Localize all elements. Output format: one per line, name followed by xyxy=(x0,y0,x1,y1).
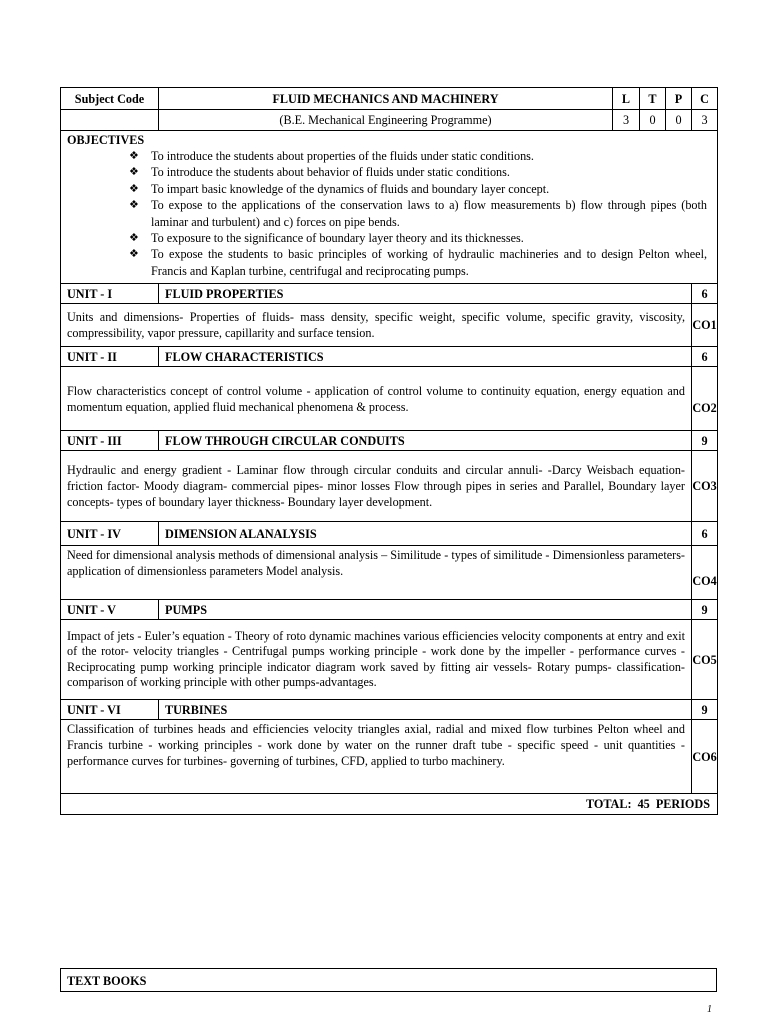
unit-title: FLUID PROPERTIES xyxy=(159,284,692,304)
unit-content: Need for dimensional analysis methods of dimensional analysis – Similitude - types of similitude - Dimensionless parameters- application of dimensionless parameters Model analysis. xyxy=(61,546,692,600)
unit-title: FLOW CHARACTERISTICS xyxy=(159,347,692,367)
ltpc-value-l: 3 xyxy=(613,110,640,131)
unit-label: UNIT - II xyxy=(61,347,159,367)
unit-label: UNIT - III xyxy=(61,431,159,451)
objective-item: ❖ To introduce the students about behavior of fluids under static conditions. xyxy=(129,165,510,180)
unit-content: Units and dimensions- Properties of fluids- mass density, specific weight, specific volume, specific gravity, viscosity, compressibility, vapor pressure, capillarity and surface tension. xyxy=(61,304,692,347)
total-periods: TOTAL: 45 PERIODS xyxy=(61,794,718,815)
syllabus-table xyxy=(60,87,718,815)
unit-title: DIMENSION ALANALYSIS xyxy=(159,522,692,546)
unit-content: Classification of turbines heads and efficiencies velocity triangles axial, radial and mixed flow turbines Pelton wheel and Francis turbine - working principles - work done by water on the runner draft tube - specific speed - unit quantities -performance curves for turbines- governing of turbines, CFD, applied to turbo machinery. xyxy=(61,720,692,794)
programme-name: (B.E. Mechanical Engineering Programme) xyxy=(159,110,613,131)
objective-item: ❖ To introduce the students about properties of the fluids under static conditions. xyxy=(129,149,534,163)
empty-cell xyxy=(61,110,159,131)
ltpc-value-t: 0 xyxy=(640,110,666,131)
objective-item: ❖ To impart basic knowledge of the dynamics of fluids and boundary layer concept. xyxy=(129,181,550,196)
unit-content: Hydraulic and energy gradient - Laminar flow through circular conduits and circular annuli- -Darcy Weisbach equation- friction factor- Moody diagram- commercial pipes- minor losses Flow through pipes in series and Parallel, Boundary layer concepts- types of boundary layer thickness- Boundary layer development. xyxy=(61,451,692,522)
course-outcome: CO6 xyxy=(692,720,718,794)
unit-title: FLOW THROUGH CIRCULAR CONDUITS xyxy=(159,431,692,451)
unit-title: TURBINES xyxy=(159,700,692,720)
unit-hours: 6 xyxy=(692,284,718,304)
unit-hours: 9 xyxy=(692,600,718,620)
diamond-bullet-icon: ❖ xyxy=(129,198,139,212)
unit-label: UNIT - V xyxy=(61,600,159,620)
ltpc-label-t: T xyxy=(640,88,666,110)
unit-title: PUMPS xyxy=(159,600,692,620)
objective-item: ❖ To expose to the applications of the conservation laws to a) flow measurements b) flow through pipes (both laminar and turbulent) and c) forces on pipe bends. xyxy=(129,198,707,229)
ltpc-value-c: 3 xyxy=(692,110,718,131)
course-outcome: CO5 xyxy=(692,620,718,700)
ltpc-value-p: 0 xyxy=(666,110,692,131)
course-title: FLUID MECHANICS AND MACHINERY xyxy=(159,88,613,110)
unit-hours: 6 xyxy=(692,522,718,546)
unit-label: UNIT - VI xyxy=(61,700,159,720)
diamond-bullet-icon: ❖ xyxy=(129,181,139,195)
diamond-bullet-icon: ❖ xyxy=(129,231,139,245)
course-outcome: CO2 xyxy=(692,367,718,431)
objective-item: ❖ To exposure to the significance of boundary layer theory and its thicknesses. xyxy=(129,231,524,246)
objectives-list xyxy=(61,148,717,279)
unit-content: Impact of jets - Euler’s equation - Theory of roto dynamic machines various efficiencies velocity components at entry and exit of the rotor- velocity triangles - Centrifugal pumps working principle - work done by the impeller - performance curves - Reciprocating pump working principle indicator diagram work saved by fitting air vessels- Rotary pumps- classification- comparison of working principle with other pumps-advantages. xyxy=(61,620,692,700)
course-outcome: CO3 xyxy=(692,451,718,522)
text-books-heading: TEXT BOOKS xyxy=(60,968,717,992)
unit-content: Flow characteristics concept of control volume - application of control volume to continuity equation, energy equation and momentum equation, applied fluid mechanical phenomena & process. xyxy=(61,367,692,431)
ltpc-label-c: C xyxy=(692,88,718,110)
diamond-bullet-icon: ❖ xyxy=(129,247,139,261)
page-number: 1 xyxy=(707,1004,712,1015)
objective-item: ❖ To expose the students to basic principles of working of hydraulic machineries and to design Pelton wheel, Francis and Kaplan turbine, centrifugal and reciprocating pumps. xyxy=(129,247,707,278)
unit-label: UNIT - IV xyxy=(61,522,159,546)
ltpc-label-p: P xyxy=(666,88,692,110)
unit-label: UNIT - I xyxy=(61,284,159,304)
objectives-title: OBJECTIVES xyxy=(67,133,145,147)
diamond-bullet-icon: ❖ xyxy=(129,165,139,179)
objectives-section xyxy=(61,131,718,284)
unit-hours: 6 xyxy=(692,347,718,367)
course-outcome: CO1 xyxy=(692,304,718,347)
subject-code-label: Subject Code xyxy=(61,88,159,110)
ltpc-label-l: L xyxy=(613,88,640,110)
course-outcome: CO4 xyxy=(692,546,718,600)
diamond-bullet-icon: ❖ xyxy=(129,149,139,162)
unit-hours: 9 xyxy=(692,431,718,451)
unit-hours: 9 xyxy=(692,700,718,720)
